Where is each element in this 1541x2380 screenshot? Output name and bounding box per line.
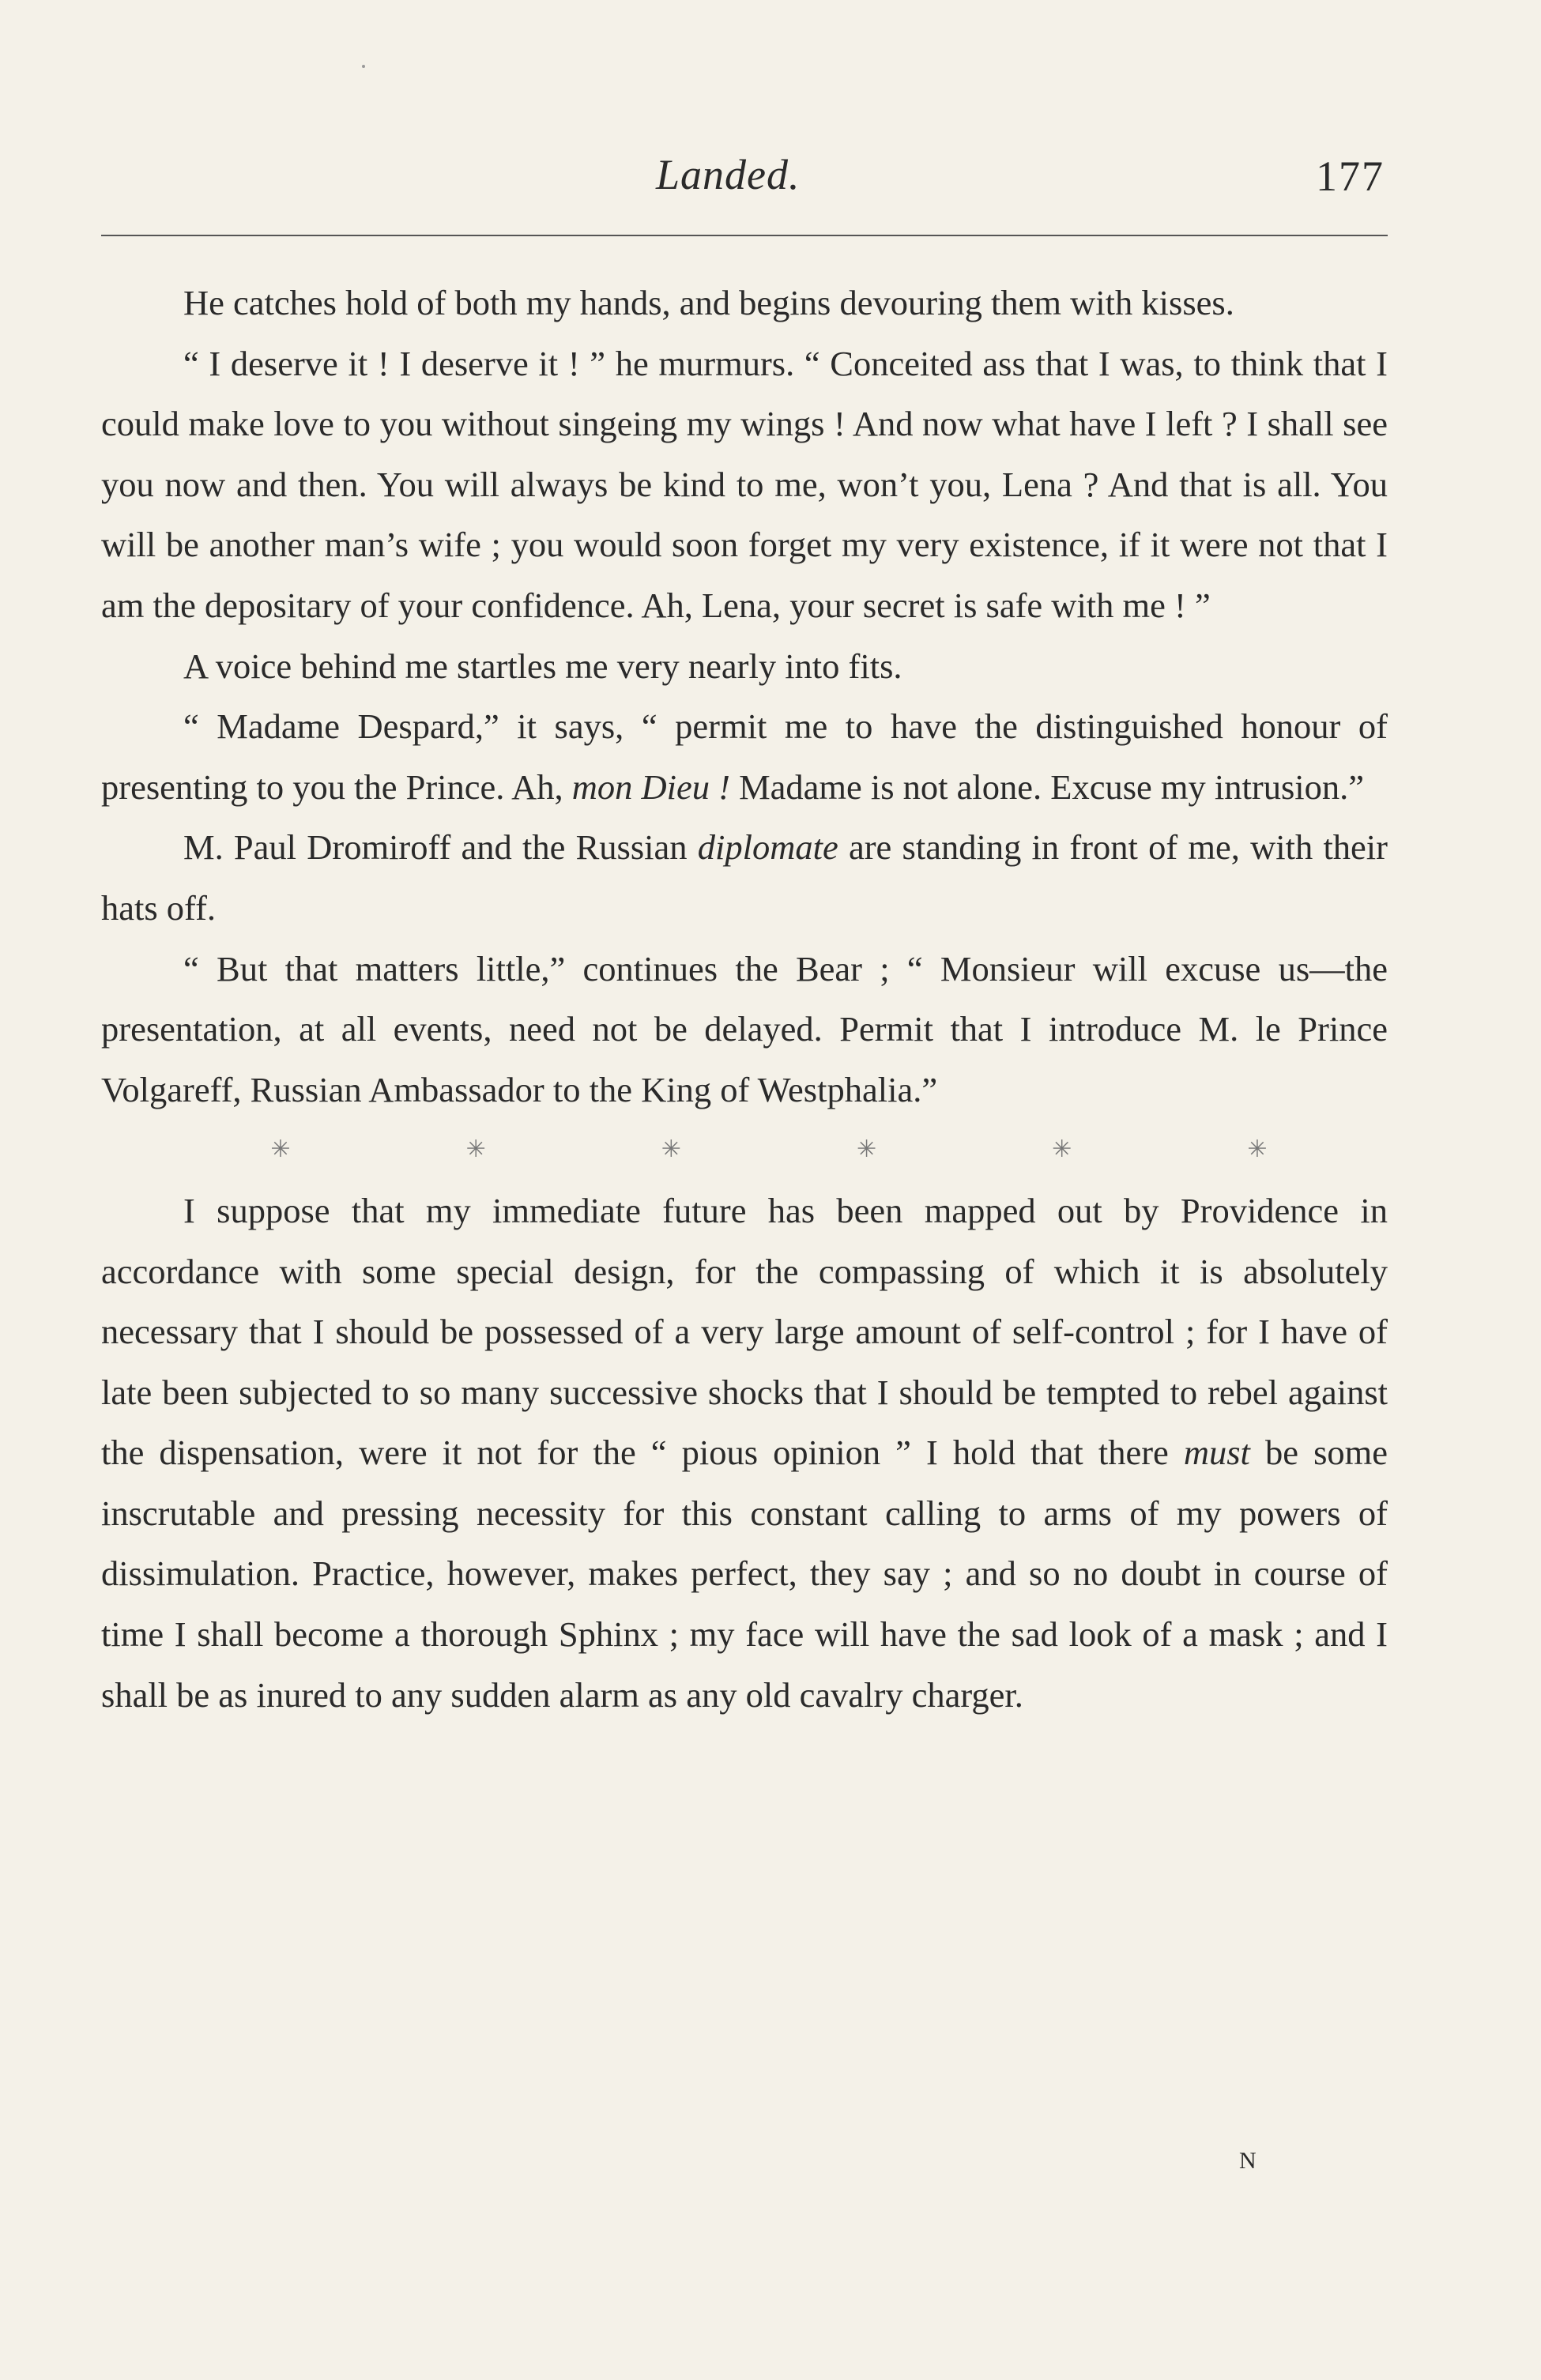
running-head [0,150,1541,205]
italic-text: diplomate [697,827,838,868]
paragraph-text: A voice behind me startles me very nearly into fits. [183,646,902,686]
paragraph-text: be some inscrutable and pressing necessity for this constant calling to arms of my powers of dissimulation. Practice, however, makes perfect, they say ; and so no doubt in course of time I shall become a thorough Sphinx ; my face will have the sad look of a mask ; and I shall be as inured to any sudden alarm as any old cavalry charger. [101,1433,1388,1715]
asterism-star: ✳ [856,1136,877,1163]
paragraph-text: “ Madame Despard,” it says, “ permit me to have the distinguished honour of presenting to you the Prince. Ah, [101,706,1388,807]
paragraphs-after-break [101,1181,1388,1725]
paragraph-text: M. Paul Dromiroff and the Russian [183,827,698,868]
paragraph-p5 [101,817,1388,938]
asterism-star: ✳ [270,1136,291,1163]
page-number: 177 [1316,153,1385,200]
asterism-star: ✳ [661,1136,681,1163]
paper-speck [362,65,365,68]
italic-text: must [1183,1433,1250,1473]
body-text [101,273,1388,1725]
asterism-star: ✳ [465,1136,486,1163]
paragraph-text: Madame is not alone. Excuse my intrusion.” [729,766,1365,807]
paragraph-text: are standing in front of me, with their hats off. [101,827,1388,928]
italic-text: mon Dieu ! [571,766,730,807]
running-head-title: Landed. [656,151,801,198]
header-rule [101,235,1388,236]
paragraph-text: “ I deserve it ! I deserve it ! ” he murmurs. “ Conceited ass that I was, to think that I could make love to you without singeing my wings ! And now what have I left ? I shall see you now and then. You will always be kind to me, won’t you, Lena ? And that is all. You will be another man’s wife ; you would soon forget my very existence, if it were not that I am the depositary of your confidence. Ah, Lena, your secret is safe with me ! ” [101,343,1388,625]
paragraph-p6 [101,939,1388,1120]
asterism-star: ✳ [1247,1136,1268,1163]
section-break [101,1120,1388,1181]
paragraphs-before-break [101,273,1388,1120]
paragraph-p7 [101,1181,1388,1725]
paragraph-p2 [101,333,1388,636]
paragraph-text: “ But that matters little,” continues the Bear ; “ Monsieur will excuse us—the presentation, at all events, need not be delayed. Permit that I introduce M. le Prince Volgareff, Russian Ambassador to the King of Westphalia.” [101,948,1388,1109]
paragraph-p4 [101,696,1388,817]
paragraph-p1 [101,273,1388,333]
paragraph-text: I suppose that my immediate future has been mapped out by Providence in accordance with some special design, for the compassing of which it is absolutely necessary that I should be possessed of a very large amount of self-control ; for I have of late been subjected to so many successive shocks that I should be tempted to rebel against the dispensation, were it not for the “ pious opinion ” I hold that there [101,1190,1388,1473]
signature-mark: N [1239,2148,1257,2174]
paragraph-text: He catches hold of both my hands, and begins devouring them with kisses. [183,283,1234,322]
asterism-star: ✳ [1052,1136,1072,1163]
paragraph-p3 [101,636,1388,697]
